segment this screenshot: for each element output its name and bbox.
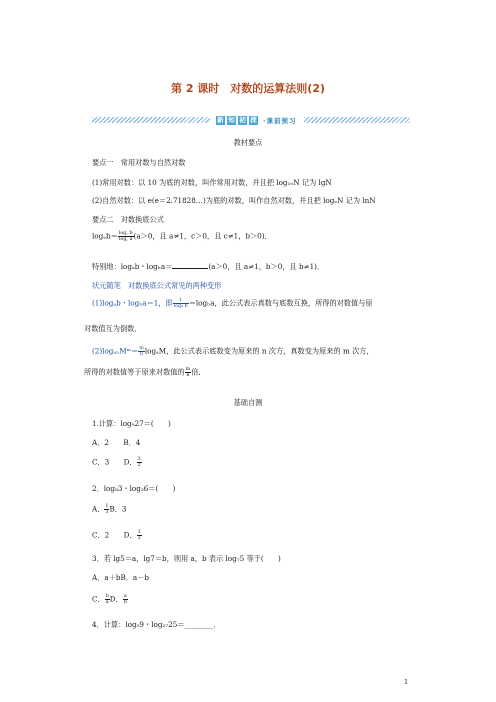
note-heading: 状元随笔 对数换底公式常见的两种变形 <box>92 281 222 290</box>
banner-tabs <box>216 115 296 125</box>
variant-one-denominator: logₐ b <box>173 304 188 309</box>
variant-two-line <box>92 346 374 357</box>
question-3-option-d <box>123 594 128 605</box>
question-1-option-d <box>137 457 142 468</box>
question-4-stem: 4．计算：log₅9・log₂₇25＝________． <box>92 620 221 629</box>
question-3-d-den: b <box>123 600 127 605</box>
question-2-stem: 2．log₈3・log₃6＝( ) <box>92 484 176 493</box>
variant-one-line <box>92 298 373 309</box>
formula-condition: (a＞0，且 a≠1，c＞0，且 c≠1，b＞0)． <box>133 231 272 241</box>
variant-two-denominator: n <box>139 352 144 357</box>
natural-log-line: (2)自然对数：以 e(e＝2.71828…)为底的对数，叫作自然对数，并且把 logₑN 记为 lnN <box>92 196 376 205</box>
formula-lhs: logₐb＝ <box>92 231 118 241</box>
variant-two-continuation <box>84 367 206 378</box>
question-2-options-cd[interactable] <box>92 530 142 541</box>
question-2-d-num: 1 <box>137 530 141 535</box>
question-2-a-den: 3 <box>105 510 109 515</box>
self-test-heading: 基础自测 <box>233 398 263 407</box>
question-1-options-cd[interactable] <box>92 457 142 468</box>
question-3-d-prefix: D． <box>109 594 123 604</box>
formula-fraction <box>118 231 134 242</box>
variant-one-numerator: 1 <box>173 298 189 304</box>
question-3-stem: 3．若 lg5＝a，lg7＝b，则用 a，b 表示 log₇5 等于( ) <box>92 554 281 563</box>
banner-tab-4: 探 <box>250 115 257 124</box>
question-1-option-c: C．3 D． <box>92 457 137 467</box>
answer-blank[interactable] <box>172 262 208 269</box>
variant-two-numerator: m <box>139 346 144 351</box>
change-of-base-formula <box>92 231 272 242</box>
banner-stripe-right <box>304 117 410 123</box>
variant-two-ratio-den: n <box>186 373 190 378</box>
section-heading: 教材要点 <box>233 138 263 147</box>
banner-tab-1: 新 <box>217 115 224 124</box>
question-3-c-den: a <box>105 600 109 605</box>
question-3-options-cd[interactable] <box>92 594 128 605</box>
question-2-option-b: B．3 <box>109 504 127 514</box>
special-prefix: 特别地：logₐb・logₕa＝ <box>92 262 173 271</box>
special-suffix: (a＞0，且 a≠1，b＞0，且 b≠1)． <box>208 262 325 271</box>
page-number: 1 <box>404 678 409 686</box>
question-2-option-d <box>137 530 142 541</box>
variant-one-formula: (1)logₐb・logₕa＝1，即 <box>92 298 173 308</box>
question-3-c-prefix: C． <box>92 594 105 604</box>
question-3-options-ab[interactable]: A．a＋bB．a－b <box>92 573 149 582</box>
variant-one-text: ＝logₕa，此公式表示真数与底数互换，所得的对数值与原 <box>188 298 373 308</box>
question-2-a-prefix: A． <box>92 504 105 514</box>
variant-two-text: logₐM，此公式表示底数变为原来的 n 次方，真数变为原来的 m 次方， <box>144 346 374 356</box>
special-case-line <box>92 262 324 272</box>
question-2-option-c: C．2 D． <box>92 530 137 540</box>
banner-tab-2: 知 <box>228 115 235 124</box>
banner-tab-suffix: ·课前预习 <box>263 116 297 125</box>
question-3-d-num: a <box>123 594 127 599</box>
page-title: 第 2 课时 对数的运算法则(2) <box>170 82 326 95</box>
point-two-heading: 要点二 对数换底公式 <box>92 215 164 224</box>
banner-tab-3: 初 <box>239 115 246 124</box>
formula-numerator: log꜀ b <box>118 231 133 236</box>
question-2-options-ab[interactable] <box>92 504 127 515</box>
question-3-c-num: b <box>105 594 109 599</box>
variant-two-text-2: 所得的对数值等于原来对数值的 <box>84 367 185 377</box>
variant-one-continuation: 对数值互为倒数． <box>84 324 142 333</box>
variant-two-text-3: 倍． <box>191 367 206 377</box>
banner-stripe-left <box>92 117 210 123</box>
question-2-a-num: 1 <box>105 504 109 509</box>
variant-two-formula: (2)logₐₙMᵐ＝ <box>92 346 139 356</box>
question-2-d-den: 2 <box>137 536 141 541</box>
question-1-options-ab[interactable]: A．2 B．4 <box>92 438 141 447</box>
question-1-d-num: 3 <box>137 457 141 462</box>
formula-denominator: log꜀ a <box>118 237 133 242</box>
section-banner <box>92 115 410 125</box>
question-1-stem: 1.计算：log₉27＝( ) <box>92 419 171 428</box>
variant-one-fraction <box>173 298 189 309</box>
point-one-heading: 要点一 常用对数与自然对数 <box>92 158 186 167</box>
common-log-line: (1)常用对数：以 10 为底的对数，叫作常用对数，并且把 log₁₀N 记为 lgN <box>92 178 332 187</box>
variant-two-ratio-num: m <box>185 367 191 372</box>
question-1-d-den: 2 <box>137 463 141 468</box>
